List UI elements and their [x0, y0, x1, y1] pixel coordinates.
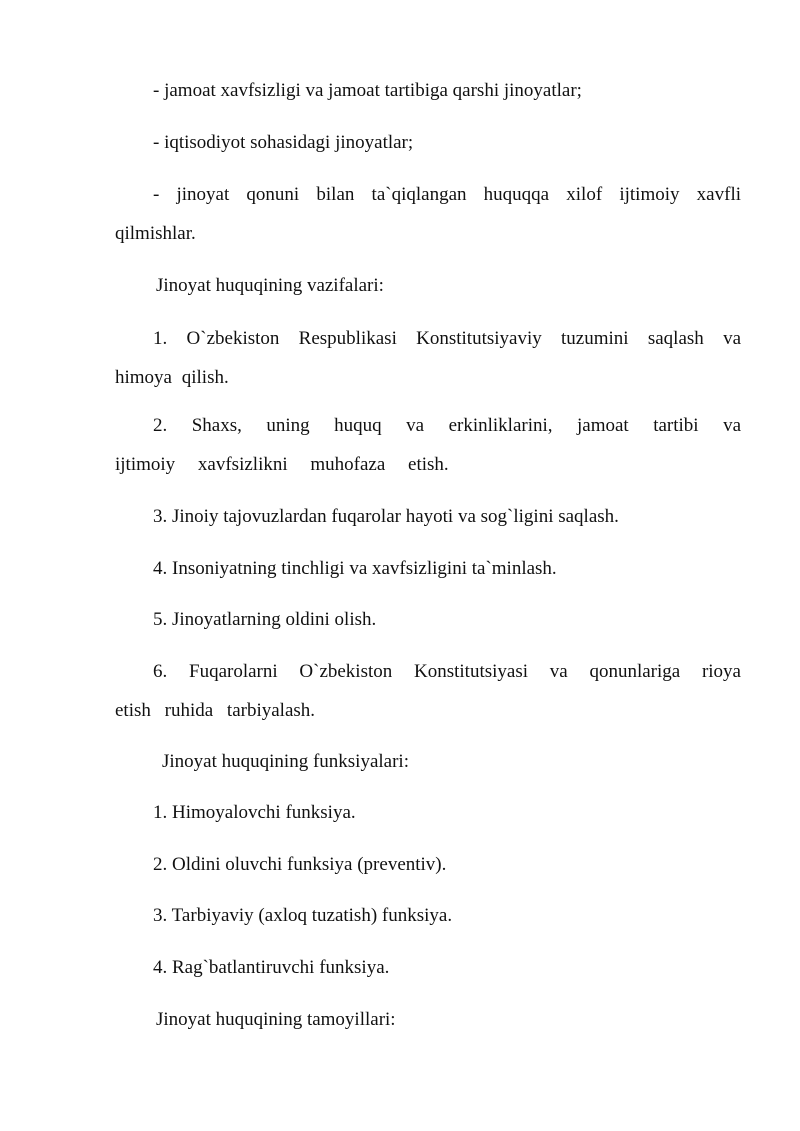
list-item: 3. Jinoiy tajovuzlardan fuqarolar hayoti va sog`ligini saqlash.: [153, 506, 619, 527]
list-item: - jamoat xavfsizligi va jamoat tartibiga qarshi jinoyatlar;: [153, 80, 582, 101]
list-item: - iqtisodiyot sohasidagi jinoyatlar;: [153, 132, 414, 153]
list-item: 5. Jinoyatlarning oldini olish.: [153, 609, 377, 630]
section-heading: Jinoyat huquqining tamoyillari:: [156, 1009, 396, 1030]
list-item: - jinoyat qonuni bilan ta`qiqlangan huquqqa xilof ijtimoiy xavfli qilmishlar.: [115, 184, 741, 244]
list-item: 2. Shaxs, uning huquq va erkinliklarini, jamoat tartibi va ijtimoiy xavfsizlikni muhofaza etish.: [115, 415, 741, 475]
list-item: 1. Himoyalovchi funksiya.: [153, 802, 356, 823]
list-item: 4. Rag`batlantiruvchi funksiya.: [153, 957, 390, 978]
list-item: 3. Tarbiyaviy (axloq tuzatish) funksiya.: [153, 905, 453, 926]
section-heading: Jinoyat huquqining vazifalari:: [156, 275, 384, 296]
list-item: 4. Insoniyatning tinchligi va xavfsizligini ta`minlash.: [153, 558, 557, 579]
list-item: 2. Oldini oluvchi funksiya (preventiv).: [153, 854, 447, 875]
list-item: 1. O`zbekiston Respublikasi Konstitutsiyaviy tuzumini saqlash va himoya qilish.: [115, 328, 741, 388]
list-item: 6. Fuqarolarni O`zbekiston Konstitutsiyasi va qonunlariga rioya etish ruhida tarbiyalash.: [115, 661, 741, 721]
section-heading: Jinoyat huquqining funksiyalari:: [162, 751, 409, 772]
